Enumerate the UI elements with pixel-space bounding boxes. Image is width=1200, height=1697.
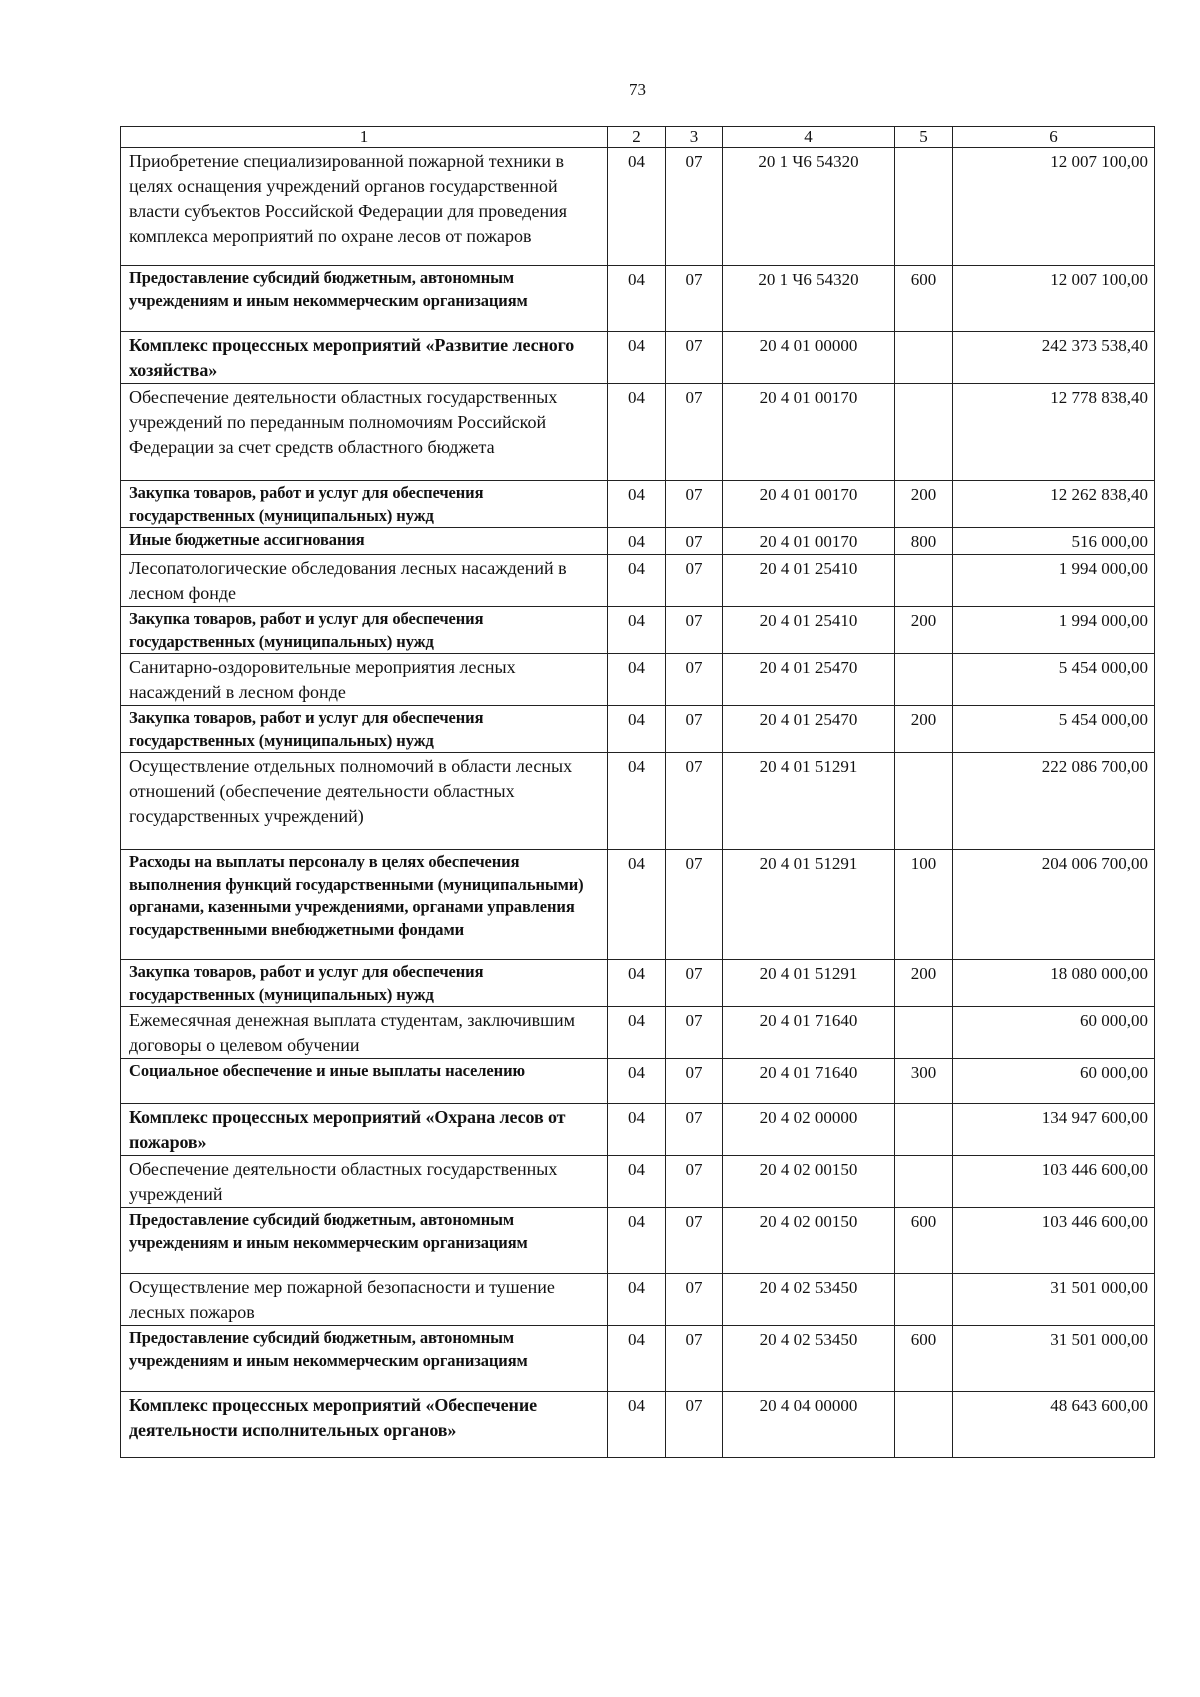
subsection-code-cell: 07	[666, 1392, 723, 1458]
amount-cell: 1 994 000,00	[953, 607, 1155, 654]
expense-type-code-cell	[895, 1392, 953, 1458]
table-row	[121, 1274, 1155, 1326]
table-row	[121, 960, 1155, 1007]
section-code-cell: 04	[608, 384, 666, 481]
section-code-cell: 04	[608, 706, 666, 753]
table-header-row	[121, 127, 1155, 148]
table-row	[121, 266, 1155, 332]
subsection-code-cell: 07	[666, 481, 723, 528]
amount-cell: 516 000,00	[953, 528, 1155, 555]
subsection-code-cell: 07	[666, 1059, 723, 1104]
amount-cell: 204 006 700,00	[953, 850, 1155, 960]
item-name-cell: Ежемесячная денежная выплата студентам, заключившим договоры о целевом обучении	[121, 1007, 608, 1059]
section-code-cell: 04	[608, 332, 666, 384]
subsection-code-cell: 07	[666, 1104, 723, 1156]
expense-type-code-cell: 200	[895, 607, 953, 654]
target-article-code-cell: 20 4 01 51291	[723, 753, 895, 850]
target-article-code-cell: 20 4 02 53450	[723, 1274, 895, 1326]
item-name-cell: Социальное обеспечение и иные выплаты населению	[121, 1059, 608, 1104]
expense-type-code-cell: 800	[895, 528, 953, 555]
section-code-cell: 04	[608, 1156, 666, 1208]
amount-cell: 103 446 600,00	[953, 1156, 1155, 1208]
target-article-code-cell: 20 4 01 25470	[723, 706, 895, 753]
target-article-code-cell: 20 4 01 71640	[723, 1059, 895, 1104]
target-article-code-cell: 20 4 01 25470	[723, 654, 895, 706]
amount-cell: 12 262 838,40	[953, 481, 1155, 528]
amount-cell: 1 994 000,00	[953, 555, 1155, 607]
item-name-cell: Иные бюджетные ассигнования	[121, 528, 608, 555]
section-code-cell: 04	[608, 1208, 666, 1274]
column-header: 1	[121, 127, 608, 148]
subsection-code-cell: 07	[666, 1326, 723, 1392]
table-row	[121, 654, 1155, 706]
subsection-code-cell: 07	[666, 607, 723, 654]
table-row	[121, 1104, 1155, 1156]
expense-type-code-cell: 600	[895, 1326, 953, 1392]
expense-type-code-cell: 600	[895, 266, 953, 332]
subsection-code-cell: 07	[666, 850, 723, 960]
item-name-cell: Предоставление субсидий бюджетным, автономным учреждениям и иным некоммерческим организациям	[121, 266, 608, 332]
target-article-code-cell: 20 4 02 00150	[723, 1156, 895, 1208]
expense-type-code-cell	[895, 555, 953, 607]
section-code-cell: 04	[608, 1059, 666, 1104]
amount-cell: 12 007 100,00	[953, 266, 1155, 332]
expense-type-code-cell: 200	[895, 706, 953, 753]
page-number: 73	[629, 80, 646, 99]
item-name-cell: Закупка товаров, работ и услуг для обеспечения государственных (муниципальных) нужд	[121, 481, 608, 528]
section-code-cell: 04	[608, 528, 666, 555]
amount-cell: 48 643 600,00	[953, 1392, 1155, 1458]
expense-type-code-cell	[895, 1274, 953, 1326]
target-article-code-cell: 20 4 01 00170	[723, 481, 895, 528]
expense-type-code-cell	[895, 332, 953, 384]
table-row	[121, 332, 1155, 384]
target-article-code-cell: 20 4 01 25410	[723, 607, 895, 654]
table-row	[121, 1208, 1155, 1274]
target-article-code-cell: 20 4 02 00150	[723, 1208, 895, 1274]
item-name-cell: Комплекс процессных мероприятий «Охрана лесов от пожаров»	[121, 1104, 608, 1156]
item-name-cell: Осуществление мер пожарной безопасности и тушение лесных пожаров	[121, 1274, 608, 1326]
subsection-code-cell: 07	[666, 654, 723, 706]
table-row	[121, 1392, 1155, 1458]
target-article-code-cell: 20 4 01 00170	[723, 528, 895, 555]
target-article-code-cell: 20 4 02 53450	[723, 1326, 895, 1392]
section-code-cell: 04	[608, 1392, 666, 1458]
amount-cell: 31 501 000,00	[953, 1326, 1155, 1392]
section-code-cell: 04	[608, 850, 666, 960]
subsection-code-cell: 07	[666, 1274, 723, 1326]
expense-type-code-cell: 100	[895, 850, 953, 960]
target-article-code-cell: 20 1 Ч6 54320	[723, 148, 895, 266]
column-header: 3	[666, 127, 723, 148]
column-header: 6	[953, 127, 1155, 148]
item-name-cell: Закупка товаров, работ и услуг для обеспечения государственных (муниципальных) нужд	[121, 706, 608, 753]
budget-table	[120, 126, 1155, 1458]
table-row	[121, 1059, 1155, 1104]
target-article-code-cell: 20 4 01 71640	[723, 1007, 895, 1059]
amount-cell: 242 373 538,40	[953, 332, 1155, 384]
expense-type-code-cell: 200	[895, 481, 953, 528]
section-code-cell: 04	[608, 654, 666, 706]
target-article-code-cell: 20 4 01 00170	[723, 384, 895, 481]
target-article-code-cell: 20 4 01 00000	[723, 332, 895, 384]
table-row	[121, 555, 1155, 607]
amount-cell: 222 086 700,00	[953, 753, 1155, 850]
subsection-code-cell: 07	[666, 528, 723, 555]
target-article-code-cell: 20 4 02 00000	[723, 1104, 895, 1156]
expense-type-code-cell	[895, 148, 953, 266]
item-name-cell: Комплекс процессных мероприятий «Развитие лесного хозяйства»	[121, 332, 608, 384]
subsection-code-cell: 07	[666, 753, 723, 850]
amount-cell: 60 000,00	[953, 1007, 1155, 1059]
section-code-cell: 04	[608, 266, 666, 332]
section-code-cell: 04	[608, 1104, 666, 1156]
item-name-cell: Предоставление субсидий бюджетным, автономным учреждениям и иным некоммерческим организациям	[121, 1208, 608, 1274]
expense-type-code-cell	[895, 1156, 953, 1208]
table-row	[121, 1156, 1155, 1208]
amount-cell: 5 454 000,00	[953, 706, 1155, 753]
table-row	[121, 607, 1155, 654]
subsection-code-cell: 07	[666, 706, 723, 753]
table-row	[121, 1326, 1155, 1392]
section-code-cell: 04	[608, 960, 666, 1007]
table-row	[121, 850, 1155, 960]
table-row	[121, 1007, 1155, 1059]
target-article-code-cell: 20 4 01 51291	[723, 960, 895, 1007]
expense-type-code-cell: 200	[895, 960, 953, 1007]
section-code-cell: 04	[608, 1326, 666, 1392]
item-name-cell: Обеспечение деятельности областных государственных учреждений по переданным полномочиям Российской Федерации за счет средств областного бюджета	[121, 384, 608, 481]
target-article-code-cell: 20 4 04 00000	[723, 1392, 895, 1458]
item-name-cell: Приобретение специализированной пожарной техники в целях оснащения учреждений органов государственной власти субъектов Российской Федерации для проведения комплекса мероприятий по охране лесов от пожаров	[121, 148, 608, 266]
expense-type-code-cell	[895, 1007, 953, 1059]
table-row	[121, 384, 1155, 481]
amount-cell: 12 007 100,00	[953, 148, 1155, 266]
section-code-cell: 04	[608, 1007, 666, 1059]
subsection-code-cell: 07	[666, 1156, 723, 1208]
item-name-cell: Осуществление отдельных полномочий в области лесных отношений (обеспечение деятельности областных государственных учреждений)	[121, 753, 608, 850]
column-header: 2	[608, 127, 666, 148]
column-header: 5	[895, 127, 953, 148]
amount-cell: 103 446 600,00	[953, 1208, 1155, 1274]
subsection-code-cell: 07	[666, 1007, 723, 1059]
item-name-cell: Закупка товаров, работ и услуг для обеспечения государственных (муниципальных) нужд	[121, 607, 608, 654]
section-code-cell: 04	[608, 555, 666, 607]
amount-cell: 31 501 000,00	[953, 1274, 1155, 1326]
subsection-code-cell: 07	[666, 555, 723, 607]
expense-type-code-cell	[895, 654, 953, 706]
expense-type-code-cell	[895, 384, 953, 481]
column-header: 4	[723, 127, 895, 148]
table-row	[121, 148, 1155, 266]
subsection-code-cell: 07	[666, 266, 723, 332]
amount-cell: 18 080 000,00	[953, 960, 1155, 1007]
expense-type-code-cell: 300	[895, 1059, 953, 1104]
subsection-code-cell: 07	[666, 332, 723, 384]
item-name-cell: Обеспечение деятельности областных государственных учреждений	[121, 1156, 608, 1208]
section-code-cell: 04	[608, 607, 666, 654]
amount-cell: 134 947 600,00	[953, 1104, 1155, 1156]
section-code-cell: 04	[608, 148, 666, 266]
item-name-cell: Комплекс процессных мероприятий «Обеспечение деятельности исполнительных органов»	[121, 1392, 608, 1458]
table-body	[121, 148, 1155, 1458]
target-article-code-cell: 20 1 Ч6 54320	[723, 266, 895, 332]
section-code-cell: 04	[608, 481, 666, 528]
table-row	[121, 706, 1155, 753]
target-article-code-cell: 20 4 01 51291	[723, 850, 895, 960]
subsection-code-cell: 07	[666, 148, 723, 266]
item-name-cell: Предоставление субсидий бюджетным, автономным учреждениям и иным некоммерческим организациям	[121, 1326, 608, 1392]
amount-cell: 5 454 000,00	[953, 654, 1155, 706]
expense-type-code-cell	[895, 1104, 953, 1156]
expense-type-code-cell: 600	[895, 1208, 953, 1274]
target-article-code-cell: 20 4 01 25410	[723, 555, 895, 607]
item-name-cell: Закупка товаров, работ и услуг для обеспечения государственных (муниципальных) нужд	[121, 960, 608, 1007]
subsection-code-cell: 07	[666, 960, 723, 1007]
expense-type-code-cell	[895, 753, 953, 850]
section-code-cell: 04	[608, 1274, 666, 1326]
amount-cell: 12 778 838,40	[953, 384, 1155, 481]
item-name-cell: Лесопатологические обследования лесных насаждений в лесном фонде	[121, 555, 608, 607]
subsection-code-cell: 07	[666, 384, 723, 481]
table-row	[121, 528, 1155, 555]
section-code-cell: 04	[608, 753, 666, 850]
amount-cell: 60 000,00	[953, 1059, 1155, 1104]
table-row	[121, 481, 1155, 528]
item-name-cell: Санитарно-оздоровительные мероприятия лесных насаждений в лесном фонде	[121, 654, 608, 706]
subsection-code-cell: 07	[666, 1208, 723, 1274]
table-row	[121, 753, 1155, 850]
item-name-cell: Расходы на выплаты персоналу в целях обеспечения выполнения функций государственными (муниципальными) органами, казенными учреждениями, органами управления государственными внебюджетными фондами	[121, 850, 608, 960]
